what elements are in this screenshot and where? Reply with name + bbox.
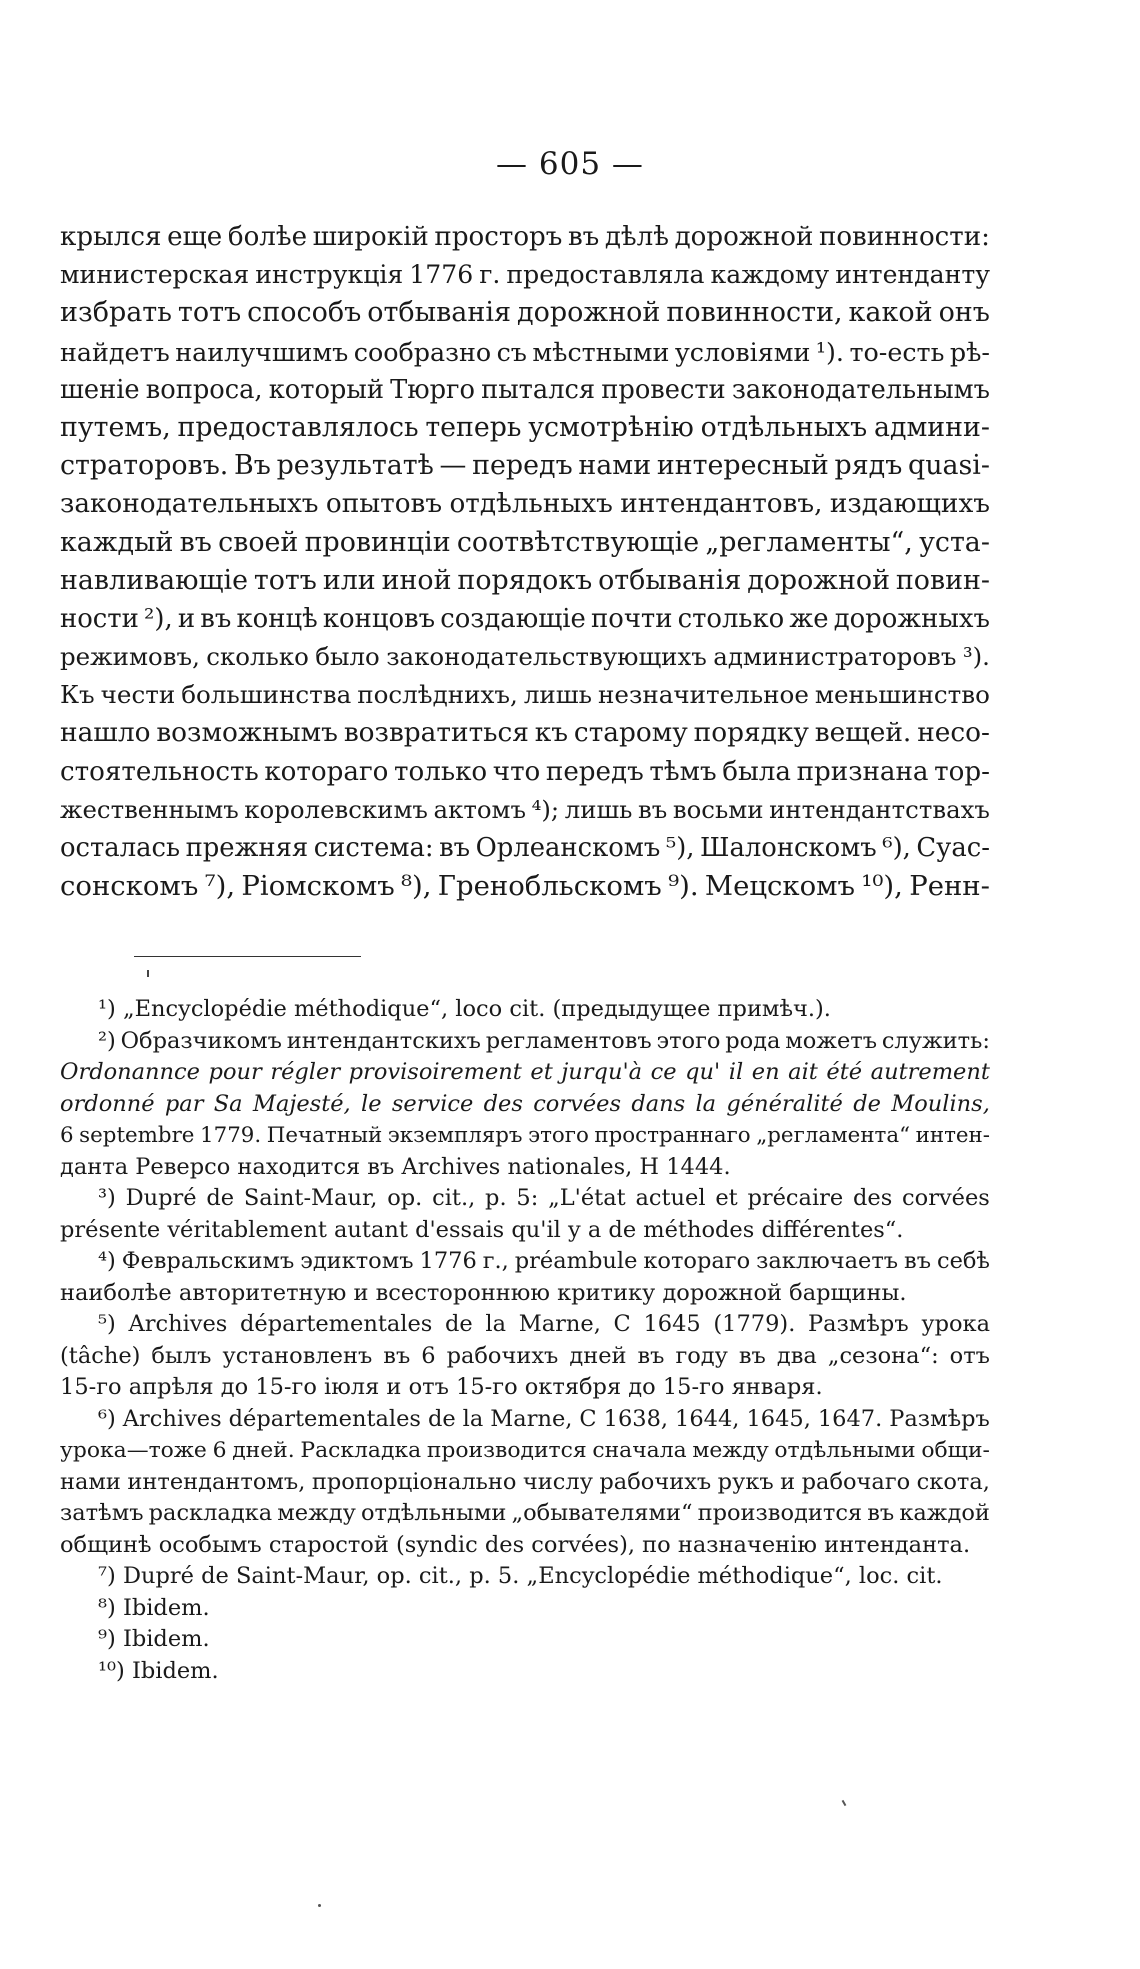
print-speck	[842, 1800, 847, 1806]
footnote-line: ⁸) Ibidem.	[98, 1594, 210, 1621]
body-line: законодательныхъ опытовъ отдѣльныхъ интендантовъ, издающихъ	[60, 489, 990, 520]
print-speck	[318, 1904, 321, 1907]
footnote-line: 15-го апрѣля до 15-го іюля и отъ 15-го октября до 15-го января.	[60, 1374, 823, 1400]
main-body-text	[60, 218, 990, 905]
footnote-separator	[134, 956, 361, 957]
footnote-line: ⁴) Февральскимъ эдиктомъ 1776 г., préambule котораго заключаетъ въ себѣ	[98, 1248, 990, 1274]
footnotes	[60, 994, 990, 1687]
footnote-line: ¹) „Encyclopédie méthodique“, loco cit. (предыдущее примѣч.).	[98, 996, 831, 1022]
body-line: страторовъ. Въ результатѣ — передъ нами интересный рядъ quasi-	[60, 450, 990, 482]
body-line: шеніе вопроса, который Тюрго пытался провести законодательнымъ	[60, 374, 990, 405]
footnote-line: ⁹) Ibidem.	[98, 1626, 210, 1652]
body-line: каждый въ своей провинціи соотвѣтствующіе „регламенты“, уста-	[60, 526, 990, 558]
body-line: ности ²), и въ концѣ концовъ создающіе почти столько же дорожныхъ	[60, 603, 990, 634]
page-number: — 605 —	[496, 146, 644, 182]
footnote-line: ¹⁰) Ibidem.	[98, 1657, 219, 1684]
footnote-line: ⁶) Archives départementales de la Marne, C 1638, 1644, 1645, 1647. Размѣръ	[98, 1405, 990, 1432]
footnote-line: présente véritablement autant d'essais qu'il y a de méthodes différentes“.	[60, 1216, 904, 1243]
footnote-line: ordonné par Sa Majesté, le service des corvées dans la généralité de Moulins,	[60, 1090, 990, 1117]
body-line: осталась прежняя система: въ Орлеанскомъ ⁵), Шалонскомъ ⁶), Суас-	[60, 833, 990, 863]
footnote-line: (tâche) былъ установленъ въ 6 рабочихъ дней въ году въ два „сезона“: отъ	[60, 1342, 990, 1369]
footnote-line: ⁷) Dupré de Saint-Maur, op. cit., p. 5. „Encyclopédie méthodique“, loc. cit.	[98, 1563, 943, 1589]
footnote-line: урока—тоже 6 дней. Раскладка производится сначала между отдѣльными общи-	[60, 1438, 990, 1463]
body-line: Къ чести большинства послѣднихъ, лишь незначительное меньшинство	[60, 680, 990, 710]
footnote-line: затѣмъ раскладка между отдѣльными „обывателями“ производится въ каждой	[60, 1500, 990, 1526]
print-mark	[147, 970, 149, 977]
body-line: путемъ, предоставлялось теперь усмотрѣнію отдѣльныхъ админи-	[60, 411, 990, 443]
footnote-line: ³) Dupré de Saint-Maur, op. cit., p. 5: „L'état actuel et précaire des corvées	[98, 1185, 990, 1211]
footnote-line: нами интендантомъ, пропорціонально числу рабочихъ рукъ и рабочаго скота,	[60, 1468, 990, 1495]
body-line: министерская инструкція 1776 г. предоставляла каждому интенданту	[60, 260, 990, 290]
footnote-line: ⁵) Archives départementales de la Marne, C 1645 (1779). Размѣръ урока	[98, 1311, 990, 1337]
body-line: крылся еще болѣе широкій просторъ въ дѣлѣ дорожной повинности:	[60, 222, 990, 252]
body-line: режимовъ, сколько было законодательствующихъ администраторовъ ³).	[60, 642, 990, 672]
footnote-line: Ordonannce pour régler provisoirement et jurqu'à ce qu' il en ait été autrement	[60, 1059, 990, 1085]
body-line: стоятельность котораго только что передъ тѣмъ была признана тор-	[60, 756, 990, 787]
body-line: нашло возможнымъ возвратиться къ старому порядку вещей. несо-	[60, 718, 990, 749]
footnote-line: ²) Образчикомъ интендантскихъ регламентовъ этого рода можетъ служить:	[98, 1027, 990, 1054]
footnote-line: данта Реверсо находится въ Archives nationales, H 1444.	[60, 1153, 731, 1180]
body-line: избрать тотъ способъ отбыванія дорожной повинности, какой онъ	[60, 297, 990, 329]
body-line: найдетъ наилучшимъ сообразно съ мѣстными условіями ¹). то-есть рѣ-	[60, 336, 990, 367]
footnote-line: 6 septembre 1779. Печатный экземпляръ этого пространнаго „регламента“ интен-	[60, 1123, 990, 1148]
body-line: жественнымъ королевскимъ актомъ ⁴); лишь въ восьми интендантствахъ	[60, 794, 990, 824]
footnote-line: общинѣ особымъ старостой (syndic des corvées), по назначенію интенданта.	[60, 1531, 971, 1558]
footnote-line: наиболѣе авторитетную и всестороннюю критику дорожной барщины.	[60, 1279, 907, 1306]
body-line: навливающіе тотъ или иной порядокъ отбыванія дорожной повин-	[60, 564, 990, 596]
body-line: сонскомъ ⁷), Ріомскомъ ⁸), Гренобльскомъ ⁹). Мецскомъ ¹⁰), Ренн-	[60, 870, 990, 903]
